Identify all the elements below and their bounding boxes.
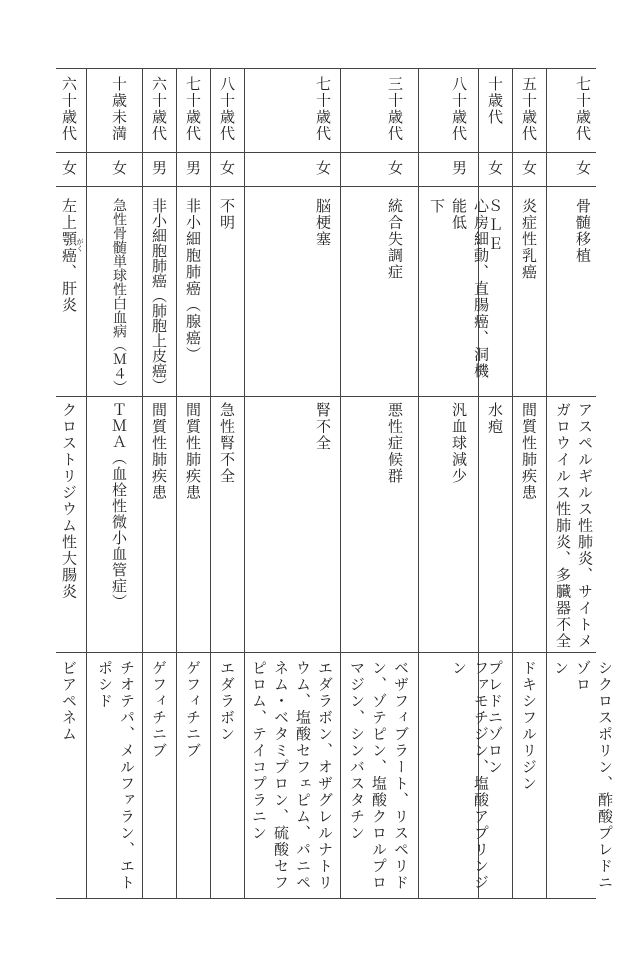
cause-section-divider (56, 652, 596, 653)
row-divider (86, 68, 87, 898)
drugs-cell: チオテパ、メルファラン、エトポシド (96, 660, 136, 891)
ruby-reading: がく (76, 238, 84, 252)
drugs-cell: ファモチジン、塩酸アプリンジン (450, 660, 490, 891)
death-cause-cell: 水疱 (486, 402, 504, 435)
sex-cell: 男 (450, 160, 468, 177)
sex-cell: 女 (218, 160, 236, 177)
age-cell: 十歳代 (486, 76, 504, 126)
death-cause-cell: クロストリジウム性大腸炎 (60, 402, 78, 600)
disease-cell: ＳＬＥ (486, 198, 504, 255)
sex-cell: 男 (184, 160, 202, 177)
drugs-cell-continued: ン (552, 660, 570, 677)
disease-section-divider (56, 396, 596, 397)
age-cell: 十歳未満 (110, 76, 128, 142)
death-cause-cell: 汎血球減少 (450, 402, 468, 485)
death-cause-cell: ＴＭＡ（血栓性微小血管症） (110, 402, 128, 610)
disease-cell: 不明 (218, 198, 236, 231)
drugs-cell: ドキシフルリジン (520, 660, 538, 792)
row-divider (546, 68, 547, 898)
sex-cell: 女 (60, 160, 78, 177)
sex-cell: 男 (150, 160, 168, 177)
sex-cell: 女 (520, 160, 538, 177)
sex-section-divider (56, 186, 596, 187)
age-cell: 五十歳代 (520, 76, 538, 142)
row-divider (340, 68, 341, 898)
death-cause-cell: 間質性肺疾患 (184, 402, 202, 501)
age-cell: 七十歳代 (314, 76, 332, 142)
disease-cell: 炎症性乳癌 (520, 198, 538, 281)
age-section-divider (56, 152, 596, 153)
age-cell: 六十歳代 (60, 76, 78, 142)
disease-cell: 左上顎癌、肝炎 (60, 198, 78, 314)
sex-cell: 女 (314, 160, 332, 177)
age-cell: 三十歳代 (386, 76, 404, 142)
drugs-cell: ゲフィチニブ (150, 660, 168, 759)
row-divider (176, 68, 177, 898)
disease-cell: 心房細動、直腸癌、洞機能低 (450, 198, 490, 380)
table-bottom-border (56, 898, 596, 899)
disease-cell: 非小細胞肺癌（腺癌） (184, 198, 202, 363)
death-cause-cell: 悪性症候群 (386, 402, 404, 485)
death-cause-cell: アスペルギルス性肺炎、サイトメガロウイルス性肺炎、多臓器不全 (554, 402, 594, 650)
death-cause-cell: 急性腎不全 (218, 402, 236, 485)
drugs-cell: プレドニゾロン (486, 660, 504, 776)
age-cell: 七十歳代 (574, 76, 592, 142)
row-divider (142, 68, 143, 898)
drugs-cell: エダラボン (218, 660, 236, 743)
age-cell: 八十歳代 (450, 76, 468, 142)
disease-cell-continued: 下 (428, 198, 446, 215)
death-cause-cell: 間質性肺疾患 (150, 402, 168, 501)
disease-cell: 脳梗塞 (314, 198, 332, 248)
disease-cell: 非小細胞肺癌（肺胞上皮癌） (150, 198, 168, 393)
table-top-border (56, 68, 596, 69)
drugs-cell: シクロスポリン、酢酸プレドニゾロ (574, 660, 614, 891)
drugs-cell: エダラボン、オザグレルナトリウム、塩酸セフェピム、パニペネム・ベタミプロン、硫酸セフピロム、テイコプラニン (250, 660, 334, 891)
age-cell: 八十歳代 (218, 76, 236, 142)
disease-cell: 骨髄移植 (574, 198, 592, 264)
sex-cell: 女 (486, 160, 504, 177)
sex-cell: 女 (386, 160, 404, 177)
disease-cell: 急性骨髄単球性白血病（Ｍ４） (111, 198, 127, 394)
row-divider (210, 68, 211, 898)
death-cause-cell: 腎不全 (314, 402, 332, 452)
age-cell: 七十歳代 (184, 76, 202, 142)
row-divider (512, 68, 513, 898)
sex-cell: 女 (574, 160, 592, 177)
row-divider (244, 68, 245, 898)
death-cause-cell: 間質性肺疾患 (520, 402, 538, 501)
disease-cell: 統合失調症 (386, 198, 404, 281)
drugs-cell: ビアペネム (60, 660, 78, 743)
sex-cell: 女 (110, 160, 128, 177)
drugs-cell: ベザフィブラート、リスペリドン、ゾテピン、塩酸クロルプロマジン、シンバスタチン (348, 660, 410, 891)
drugs-cell: ゲフィチニブ (184, 660, 202, 759)
age-cell: 六十歳代 (150, 76, 168, 142)
row-divider (418, 68, 419, 898)
